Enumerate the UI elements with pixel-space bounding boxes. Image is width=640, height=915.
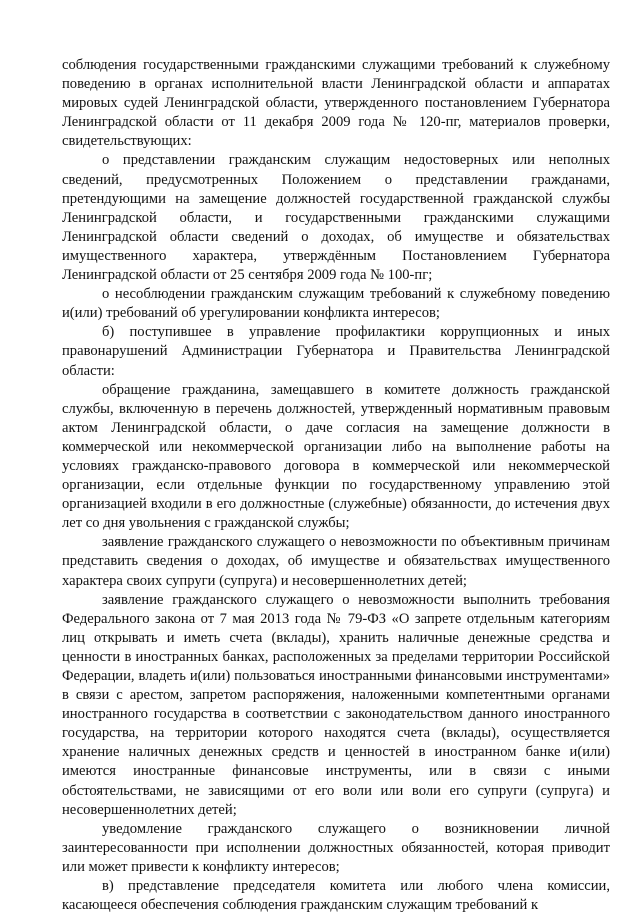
paragraph-item-b: б) поступившее в управление профилактики коррупционных и иных правонарушений Администрации Губернатора и Правительства Ленинградской области: [62,324,610,379]
paragraph-income-statement: заявление гражданского служащего о невозможности по объективным причинам представить сведения о доходах, об имуществе и обязательствах имущественного характера своих супруги (супруга) и несовершеннолетних детей; [62,534,610,589]
paragraph-conflict-notice: уведомление гражданского служащего о возникновении личной заинтересованности при исполнении должностных обязанностей, которая приводит или может привести к конфликту интересов; [62,820,610,875]
paragraph-continuation: соблюдения государственными гражданскими служащими требований к служебному поведению в органах исполнительной власти Ленинградской области и аппаратах мировых судей Ленинградской области, утвержденного постановлением Губернатора Ленинградской области от 11 декабря 2009 года № 120-пг, материалов проверки, свидетельствующих: [62,57,610,150]
paragraph-citizen-appeal: обращение гражданина, замещавшего в комитете должность гражданской службы, включенную в перечень должностей, утвержденный нормативным правовым актом Ленинградской области, о даче согласия на замещение должности в коммерческой или некоммерческой организации либо на выполнение работы на условиях гражданско-правового договора в коммерческой или некоммерческой организации, если отдельные функции по государственному управлению этой организацией входили в его должностные (служебные) обязанности, до истечения двух лет со дня увольнения с гражданской службы; [62,381,610,532]
paragraph-item-v: в) представление председателя комитета или любого члена комиссии, касающееся обеспечения соблюдения гражданским служащим требований к [62,878,610,914]
paragraph-false-information: о представлении гражданским служащим недостоверных или неполных сведений, предусмотренных Положением о представлении гражданами, претендующими на замещение должностей государственной гражданской службы Ленинградской области, и государственными гражданскими служащими Ленинградской области сведений о доходах, об имуществе и обязательствах имущественного характера, утверждённым Постановлением Губернатора Ленинградской области от 25 сентября 2009 года № 100-пг; [62,152,610,284]
paragraph-foreign-accounts: заявление гражданского служащего о невозможности выполнить требования Федерального закона от 7 мая 2013 года № 79-ФЗ «О запрете отдельным категориям лиц открывать и иметь счета (вклады), хранить наличные денежные средства и ценности в иностранных банках, расположенных за пределами территории Российской Федерации, владеть и(или) пользоваться иностранными финансовыми инструментами» в связи с арестом, запретом распоряжения, наложенными компетентными органами иностранного государства в соответствии с законодательством данного иностранного государства, на территории которого находятся счета (вклады), осуществляется хранение наличных денежных средств и ценностей в иностранном банке и(или) имеются иностранные финансовые инструменты, или в связи с иными обстоятельствами, не зависящими от его воли или воли его супруги (супруга) и несовершеннолетних детей; [62,591,610,818]
paragraph-noncompliance: о несоблюдении гражданским служащим требований к служебному поведению и(или) требований об урегулировании конфликта интересов; [62,286,610,322]
